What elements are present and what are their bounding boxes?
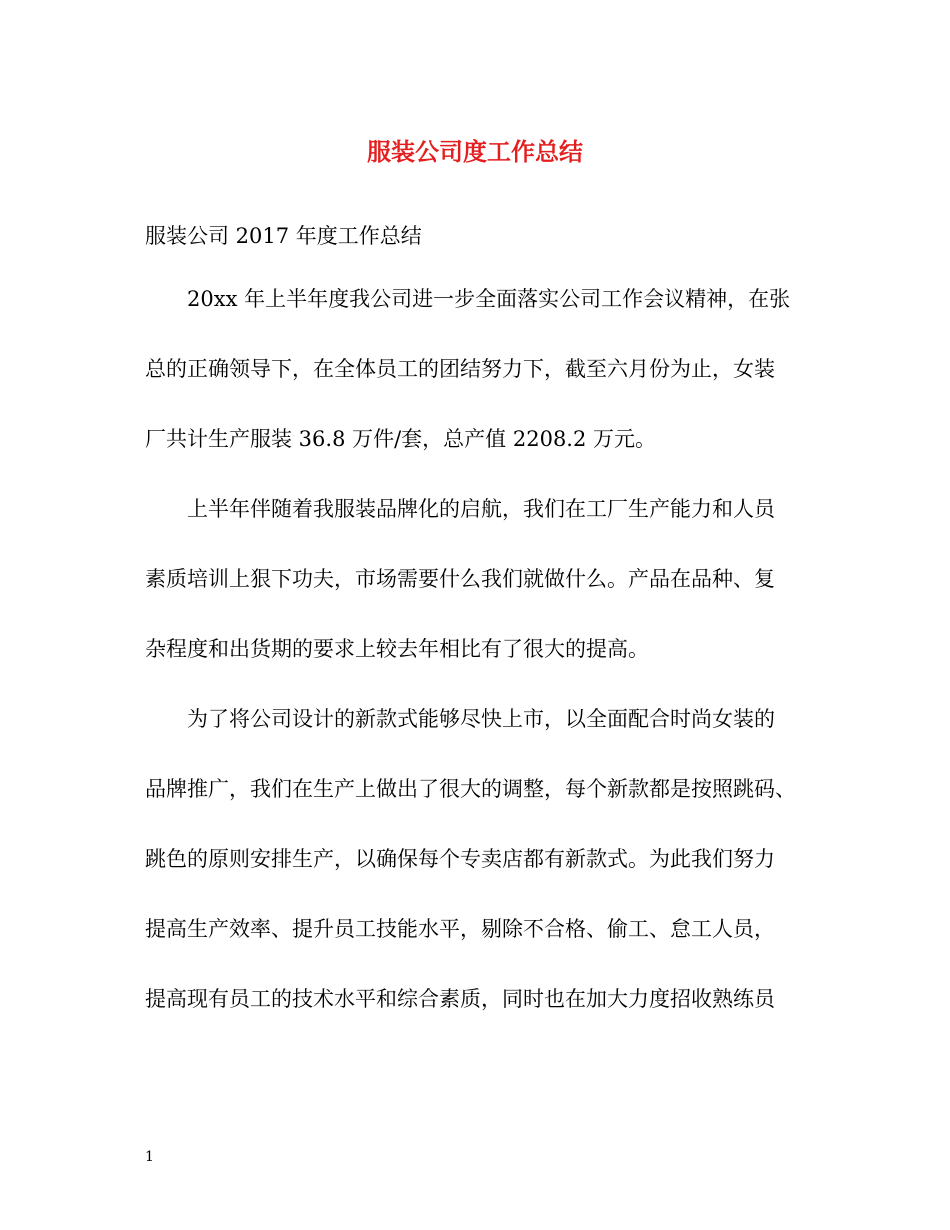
page-number: 1 [145, 1149, 154, 1165]
document-title: 服装公司度工作总结 [367, 137, 583, 166]
paragraph-line: 品牌推广，我们在生产上做出了很大的调整，每个新款都是按照跳码、 [145, 777, 796, 801]
paragraph-line: 提高现有员工的技术水平和综合素质，同时也在加大力度招收熟练员 [145, 987, 775, 1011]
paragraph-line: 跳色的原则安排生产，以确保每个专卖店都有新款式。为此我们努力 [145, 847, 775, 871]
paragraph-line: 总的正确领导下，在全体员工的团结努力下，截至六月份为止，女装 [145, 357, 775, 381]
paragraph-line: 提高生产效率、提升员工技能水平，剔除不合格、偷工、怠工人员， [145, 917, 775, 941]
document-subtitle: 服装公司 2017 年度工作总结 [145, 224, 422, 248]
paragraph-line: 为了将公司设计的新款式能够尽快上市，以全面配合时尚女装的 [187, 707, 775, 731]
paragraph-line: 20xx 年上半年度我公司进一步全面落实公司工作会议精神，在张 [187, 287, 791, 311]
paragraph-line: 厂共计生产服装 36.8 万件/套，总产值 2208.2 万元。 [145, 427, 657, 451]
paragraph-line: 上半年伴随着我服装品牌化的启航，我们在工厂生产能力和人员 [187, 497, 775, 521]
paragraph-line: 杂程度和出货期的要求上较去年相比有了很大的提高。 [145, 637, 649, 661]
paragraph-line: 素质培训上狠下功夫，市场需要什么我们就做什么。产品在品种、复 [145, 567, 775, 591]
